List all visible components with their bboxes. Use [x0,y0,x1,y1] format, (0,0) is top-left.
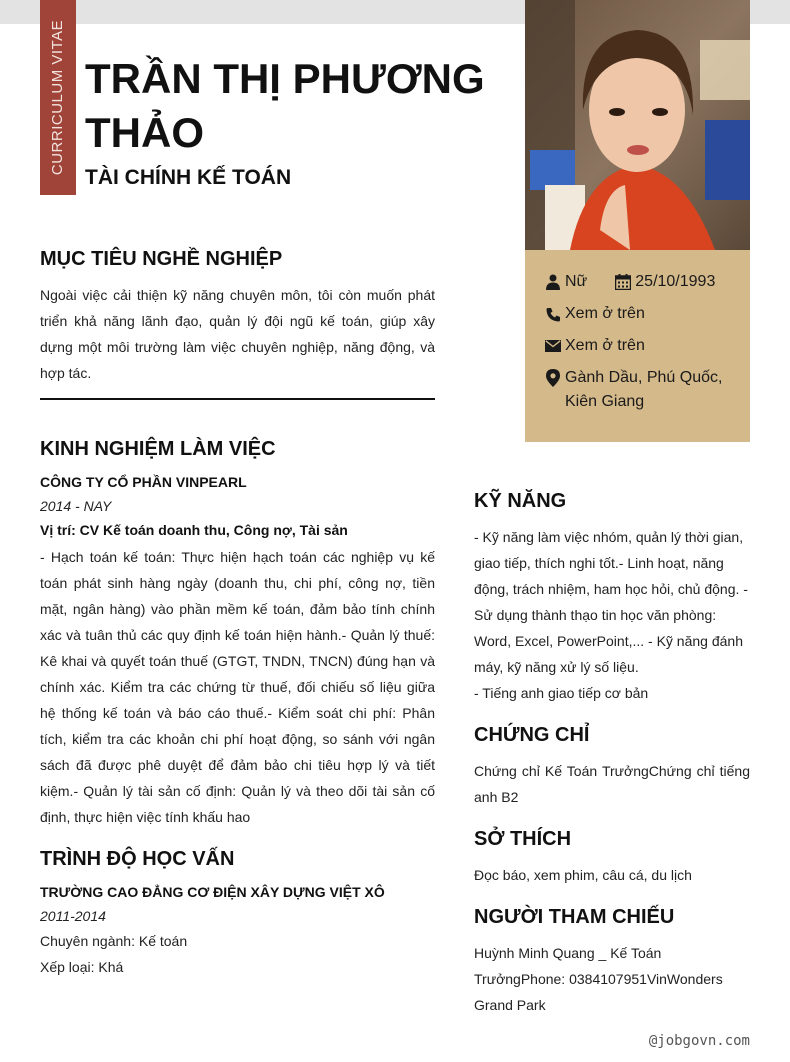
education-major: Chuyên ngành: Kế toán [40,933,188,949]
phone-value[interactable]: Xem ở trên [565,305,645,322]
skills-text-english: - Tiếng anh giao tiếp cơ bản [474,685,649,701]
contact-info-box [525,250,750,442]
objective-text: Ngoài việc cải thiện kỹ năng chuyên môn, tôi còn muốn phát triển khả năng lãnh đạo, quản lý đội ngũ kế toán, giúp xây dựng một môi trường làm việc chuyên nghiệp, năng động, và hợp tác. [40,287,435,381]
birthdate-value: 25/10/1993 [635,273,716,290]
candidate-name: TRẦN THỊ PHƯƠNG THẢO [85,55,485,156]
skills-title: KỸ NĂNG [474,490,567,512]
experience-description: - Hạch toán kế toán: Thực hiện hạch toán các nghiệp vụ kế toán phát sinh hàng ngày (doanh thu, chi phí, công nợ, tiền mặt, ngân hàng) vào phần mềm kế toán, đảm bảo tính chính xác và tuân thủ các quy định kế toán hiện hành.- Quản lý thuế: Kê khai và quyết toán thuế (GTGT, TNDN, TNCN) đúng hạn và chính xác. Kiểm tra các chứng từ thuế, đối chiếu số liệu giữa hệ thống kế toán và báo cáo thuế.- Kiểm soát chi phí: Phân tích, kiểm tra các khoản chi phí hoạt động, so sánh với ngân sách đã được phê duyệt để đảm bảo chi tiêu hợp lý và tiết kiệm.- Quản lý tài sản cố định: Quản lý và theo dõi tài sản cố định, thực hiện việc tính khấu hao [40,549,435,825]
references-text: Huỳnh Minh Quang _ Kế Toán TrưởngPhone: 0384107951VinWonders Grand Park [474,945,723,1013]
phone-icon [545,302,561,326]
curriculum-vitae-label: CURRICULUM VITAE [49,19,67,176]
curriculum-vitae-tab [40,0,76,195]
certificates-text: Chứng chỉ Kế Toán TrưởngChứng chỉ tiếng anh B2 [474,763,750,805]
hobbies-text: Đọc báo, xem phim, câu cá, du lịch [474,867,692,883]
job-position: Vị trí: CV Kế toán doanh thu, Công nợ, Tài sản [40,522,348,538]
gender-birthdate-row [545,270,730,294]
profile-photo [525,0,750,250]
address-value: Gành Dầu, Phú Quốc, Kiên Giang [565,369,723,410]
education-period: 2011-2014 [40,908,106,924]
objective-title: MỤC TIÊU NGHỀ NGHIỆP [40,248,283,270]
experience-title: KINH NGHIỆM LÀM VIỆC [40,438,276,460]
education-title: TRÌNH ĐỘ HỌC VẤN [40,848,235,870]
address-row [545,366,730,414]
mail-icon [545,334,561,358]
person-icon [545,270,561,294]
location-pin-icon [545,366,561,390]
gender-value: Nữ [565,273,588,290]
school-name: TRƯỜNG CAO ĐẲNG CƠ ĐIỆN XÂY DỰNG VIỆT XÔ [40,884,385,900]
references-title: NGƯỜI THAM CHIẾU [474,906,675,928]
phone-row [545,302,730,326]
education-grade: Xếp loại: Khá [40,959,124,975]
calendar-icon [615,270,631,294]
certificates-title: CHỨNG CHỈ [474,724,590,746]
email-value[interactable]: Xem ở trên [565,337,645,354]
watermark: @jobgovn.com [648,1033,750,1049]
hobbies-title: SỞ THÍCH [474,828,572,850]
job-title: TÀI CHÍNH KẾ TOÁN [85,166,292,189]
email-row [545,334,730,358]
company-name: CÔNG TY CỔ PHẦN VINPEARL [40,474,247,490]
section-divider [40,398,435,400]
experience-period: 2014 - NAY [40,498,112,514]
skills-text: - Kỹ năng làm việc nhóm, quản lý thời gian, giao tiếp, thích nghi tốt.- Linh hoạt, năng động, trách nhiệm, ham học hỏi, chủ động. - Sử dụng thành thạo tin học văn phòng: Word, Excel, PowerPoint,... - Kỹ năng đánh máy, kỹ năng xử lý số liệu. [474,529,748,675]
